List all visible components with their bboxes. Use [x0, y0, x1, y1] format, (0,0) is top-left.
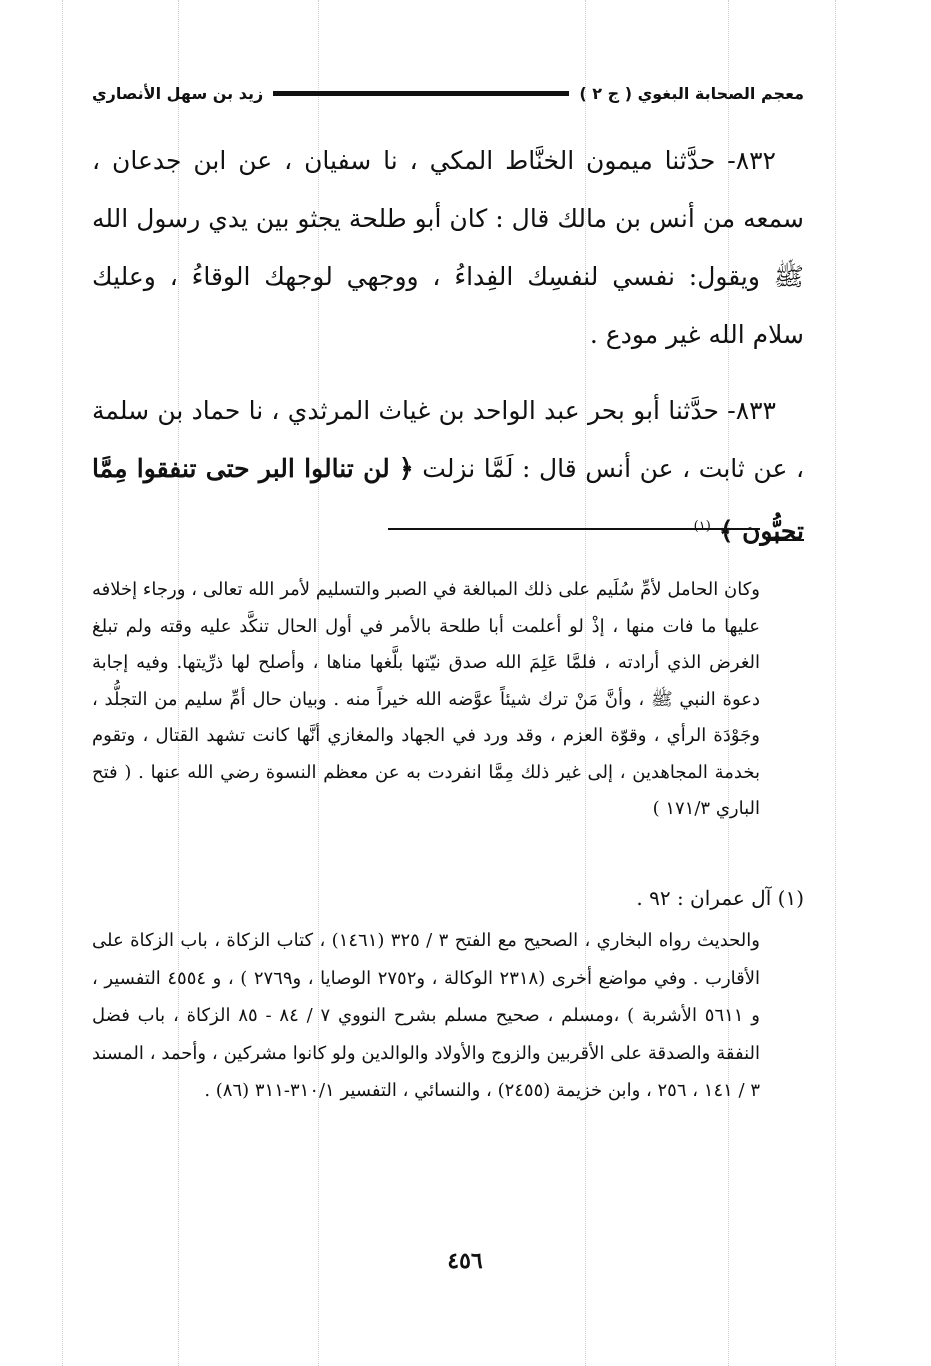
- header-rule: [273, 91, 569, 96]
- entry-title: زيد بن سهل الأنصاري: [92, 83, 264, 103]
- hadith-832: ٨٣٢- حدَّثنا ميمون الخنَّاط المكي ، نا سفيان ، عن ابن جدعان ، سمعه من أنس بن مالك قال : كان أبو طلحة يجثو بين يدي رسول الله ﷺ ويقول: نفسي لنفسِك الفِداءُ ، ووجهي لوجهك الوقاءُ ، وعليك سلام الله غير مودع .: [92, 146, 804, 349]
- footnote-1-body: [92, 922, 760, 1110]
- footnote-separator: [388, 528, 760, 530]
- running-header: [92, 78, 804, 108]
- footnote-1-text: والحديث رواه البخاري ، الصحيح مع الفتح ٣ / ٣٢٥ (١٤٦١) ، كتاب الزكاة ، باب الزكاة على الأقارب . وفي مواضع أخرى (٢٣١٨ الوكالة ، و٢٧٥٢ الوصايا ، و٢٧٦٩ ) ، و ٤٥٥٤ التفسير ، و ٥٦١١ الأشربة ) ،ومسلم ، صحيح مسلم بشرح النووي ٧ / ٨٤ - ٨٥ الزكاة ، باب فضل النفقة والصدقة على الأقربين والزوج والأولاد والوالدين ولو كانوا مشركين ، وأحمد ، المسند ٣ / ١٤١ ، ٢٥٦ ، وابن خزيمة (٢٤٥٥) ، والنسائي ، التفسير ٣١٠/١-٣١١ (٨٦) .: [92, 930, 761, 1101]
- hadith-833-intro: ٨٣٣- حدَّثنا أبو بحر عبد الواحد بن غياث المرثدي ، نا حماد بن سلمة ، عن ثابت ، عن أنس قال : لَمَّا نزلت: [92, 396, 805, 483]
- commentary-note: [92, 572, 760, 828]
- quran-verse: ﴿ لن تنالوا البر حتى تنفقوا مِمَّا تحبُّون ﴾: [92, 454, 804, 546]
- footnote-1-head: (١) آل عمران : ٩٢ .: [636, 886, 804, 910]
- page-number: ٤٥٦: [447, 1248, 483, 1274]
- note-paragraph: وكان الحامل لأمِّ سُلَيم على ذلك المبالغة في الصبر والتسليم لأمر الله تعالى ، ورجاء إخلافه عليها ما فات منها ، إذْ لو أعلمت أبا طلحة بالأمر في أول الحال تنكَّد عليه وقته ولم تبلغ الغرض الذي أرادته ، فلمَّا عَلِمَ الله صدق نيّتها بلَّغها مناها ، وأصلح لها ذرِّيتها. وفيه إجابة دعوة النبي ﷺ ، وأنَّ مَنْ ترك شيئاً عوَّضه الله خيراً منه . وبيان حال أمِّ سليم من التجلُّد ، وجَوْدَة الرأي ، وقوّة العزم ، وقد ورد في الجهاد والمغازي أنَّها كانت تشهد القتال ، وتقوم بخدمة المجاهدين ، إلى غير ذلك مِمَّا انفردت به عن معظم النسوة رضي الله عنها . ( فتح الباري ١٧١/٣ ): [92, 579, 760, 819]
- footnote-reference: (١): [693, 519, 711, 534]
- scan-artifact-line: [835, 0, 836, 1366]
- main-text: [92, 132, 804, 578]
- scan-artifact-line: [62, 0, 63, 1366]
- book-title: معجم الصحابة البغوي ( ج ٢ ): [579, 83, 804, 103]
- footnote-dash: [766, 539, 804, 541]
- hadith-833: [92, 382, 804, 560]
